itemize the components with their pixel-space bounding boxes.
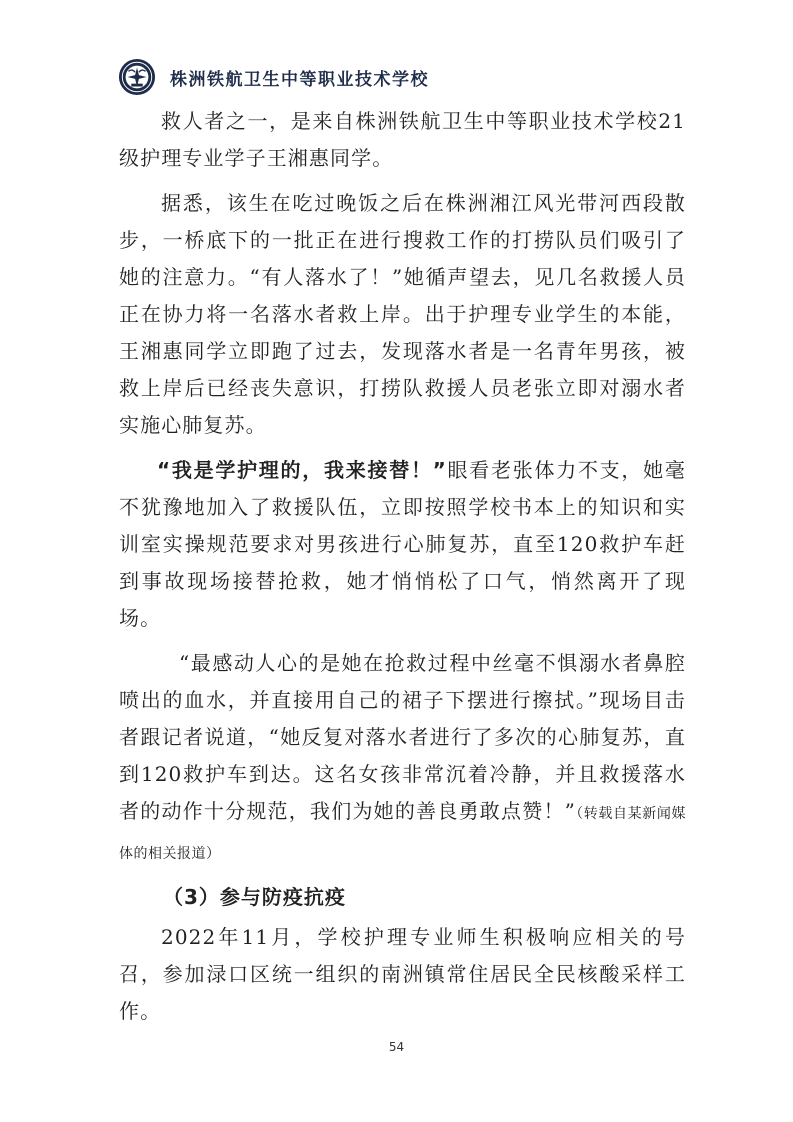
source-note: （转载自某新闻媒体的相关报道）: [119, 806, 686, 862]
paragraph-4: [119, 645, 686, 873]
document-body: [119, 103, 686, 1030]
section-heading: （3）参与防疫抗疫: [163, 885, 346, 909]
paragraph-5: 2022年11月，学校护理专业师生积极响应相关的号召，参加渌口区统一组织的南洲镇常住居民全民核酸采样工作。: [119, 925, 686, 1023]
paragraph-3: [119, 452, 686, 637]
quote-bold: “我是学护理的，我来接替！”: [157, 458, 447, 482]
paragraph-1: 救人者之一，是来自株洲铁航卫生中等职业技术学校21级护理专业学子王湘惠同学。: [119, 109, 686, 170]
paragraph-2: 据悉，该生在吃过晚饭之后在株洲湘江风光带河西段散步，一桥底下的一批正在进行搜救工作的打捞队员们吸引了她的注意力。“有人落水了！”她循声望去，见几名救援人员正在协力将一名落水者救上岸。出于护理专业学生的本能，王湘惠同学立即跑了过去，发现落水者是一名青年男孩，被救上岸后已经丧失意识，打捞队救援人员老张立即对溺水者实施心肺复苏。: [119, 191, 686, 437]
school-name: 株洲铁航卫生中等职业技术学校: [170, 69, 429, 90]
paragraph-4-text: “最感动人心的是她在抢救过程中丝毫不惧溺水者鼻腔喷出的血水，并直接用自己的裙子下摆进行擦拭。”现场目击者跟记者说道，“她反复对落水者进行了多次的心肺复苏，直到120救护车到达。这名女孩非常沉着冷静，并且救援落水者的动作十分规范，我们为她的善良勇敢点赞！”: [119, 651, 686, 823]
paragraph-3-text: 眼看老张体力不支，她毫不犹豫地加入了救援队伍，立即按照学校书本上的知识和实训室实操规范要求对男孩进行心肺复苏，直至120救护车赶到事故现场接替抢救，她才悄悄松了口气，悄然离开了现场。: [119, 458, 686, 630]
page-header: [118, 52, 429, 102]
school-emblem-icon: [118, 58, 156, 96]
page-number: 54: [388, 1040, 405, 1054]
